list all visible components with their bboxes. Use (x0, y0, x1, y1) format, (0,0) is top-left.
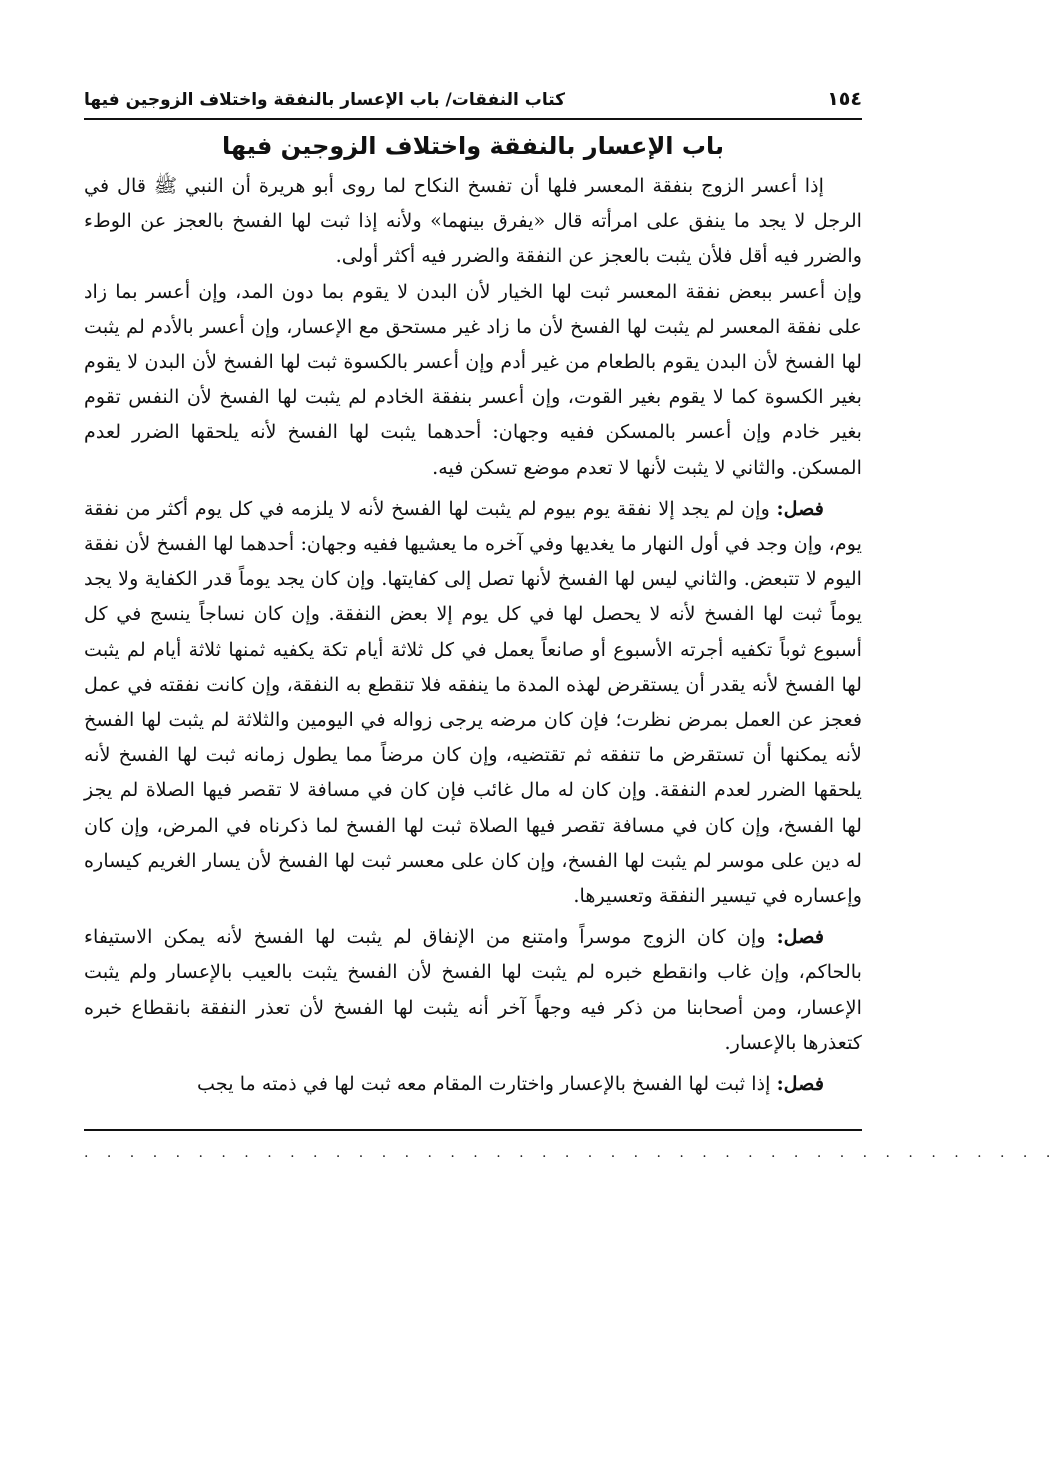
page-number: ١٥٤ (827, 88, 862, 110)
footnote-divider (84, 1129, 862, 1131)
header-divider (84, 118, 862, 120)
section-fasl-1 (84, 491, 862, 913)
section-fasl-3-lead: فصل: (776, 1072, 824, 1096)
paragraph-2-text: وإن أعسر ببعض نفقة المعسر ثبت لها الخيار لأن البدن لا يقوم بما دون المد، وإن أعسر بما زاد على نفقة المعسر لم يثبت لها الفسخ لأن ما زاد غير مستحق مع الإعسار، وإن أعسر بالأدم لم يثبت لها الفسخ لأن البدن يقوم بالطعام من غير أدم وإن أعسر بالكسوة ثبت لها الفسخ لأن البدن لا يقوم بغير الكسوة كما لا يقوم بغير القوت، وإن أعسر بنفقة الخادم لم يثبت لها الفسخ لأن النفس تقوم بغير خادم وإن أعسر بالمسكن ففيه وجهان: أحدهما يثبت لها الفسخ لأنه يلحقها الضرر لعدم المسكن. والثاني لا يثبت لأنها لا تعدم موضع تسكن فيه. (84, 279, 862, 479)
paragraph-2 (84, 274, 862, 485)
book-page (84, 82, 1057, 1165)
running-title: كتاب النفقات/ باب الإعسار بالنفقة واختلاف الزوجين فيها (84, 90, 566, 110)
section-fasl-3 (84, 1066, 862, 1101)
section-fasl-1-text: وإن لم يجد إلا نفقة يوم بيوم لم يثبت لها الفسخ لأنه لا يلزمه في كل يوم أكثر من نفقة يوم، وإن وجد في أول النهار ما يغديها وفي آخره ما يعشيها ففيه وجهان: أحدهما لها الفسخ لأن نفقة اليوم لا تتبعض. والثاني ليس لها الفسخ لأنها تصل إلى كفايتها. وإن كان يجد يوماً قدر الكفاية ولا يجد يوماً ثبت لها الفسخ لأنه لا يحصل لها في كل يوم إلا بعض النفقة. وإن كان نساجاً ينسج في كل أسبوع ثوباً تكفيه أجرته الأسبوع أو صانعاً يعمل في كل ثلاثة أيام تكة يكفيه ثمنها ثلاثة أيام لم يثبت لها الفسخ لأنه يقدر أن يستقرض لهذه المدة ما ينفقه فلا تنقطع به النفقة، وإن كانت نفقته في عمل فعجز عن العمل بمرض نظرت؛ فإن كان مرضه يرجى زواله في اليومين والثلاثة لم يثبت لها الفسخ لأنه يمكنها أن تستقرض ما تنفقه ثم تقتضيه، وإن كان مرضاً مما يطول زمانه ثبت لها الفسخ لأنه يلحقها الضرر لعدم النفقة. وإن كان له مال غائب فإن كان في مسافة لا تقصر فيها الصلاة لم يجز لها الفسخ، وإن كان في مسافة تقصر فيها الصلاة ثبت لها الفسخ لما ذكرناه في المرض، وإن كان له دين على موسر لم يثبت لها الفسخ، وإن كان على معسر ثبت لها الفسخ لأن يسار الغريم كيساره وإعساره في تيسير النفقة وتعسيرها. (84, 496, 862, 908)
section-fasl-2 (84, 919, 862, 1060)
chapter-title: باب الإعسار بالنفقة واختلاف الزوجين فيها (221, 132, 725, 160)
paragraph-1 (84, 168, 862, 274)
running-header (84, 82, 862, 116)
footnote-dots: . . . . . . . . . . . . . . . . . . . . . . . . . . . . . . . . . . . . . . . . . . . (84, 1145, 1057, 1162)
section-fasl-1-lead: فصل: (776, 496, 824, 520)
paragraph-1-text: إذا أعسر الزوج بنفقة المعسر فلها أن تفسخ النكاح لما روى أبو هريرة أن النبي ﷺ قال في الرجل لا يجد ما ينفق على امرأته قال «يفرق بينهما» ولأنه إذا ثبت لها الفسخ بالعجز عن الوطء والضرر فيه أقل فلأن يثبت بالعجز عن النفقة والضرر فيه أكثر أولى. (84, 174, 862, 268)
section-fasl-2-text: وإن كان الزوج موسراً وامتنع من الإنفاق لم يثبت لها الفسخ لأنه يمكن الاستيفاء بالحاكم، وإن غاب وانقطع خبره لم يثبت لها الفسخ لأن الفسخ يثبت بالعيب بالإعسار ولم يثبت الإعسار، ومن أصحابنا من ذكر فيه وجهاً آخر أنه يثبت لها الفسخ لأن تعذر النفقة بانقطاع خبره كتعذرها بالإعسار. (84, 925, 862, 1054)
section-fasl-3-text: إذا ثبت لها الفسخ بالإعسار واختارت المقام معه ثبت لها في ذمته ما يجب (197, 1072, 771, 1096)
section-fasl-2-lead: فصل: (776, 925, 825, 949)
